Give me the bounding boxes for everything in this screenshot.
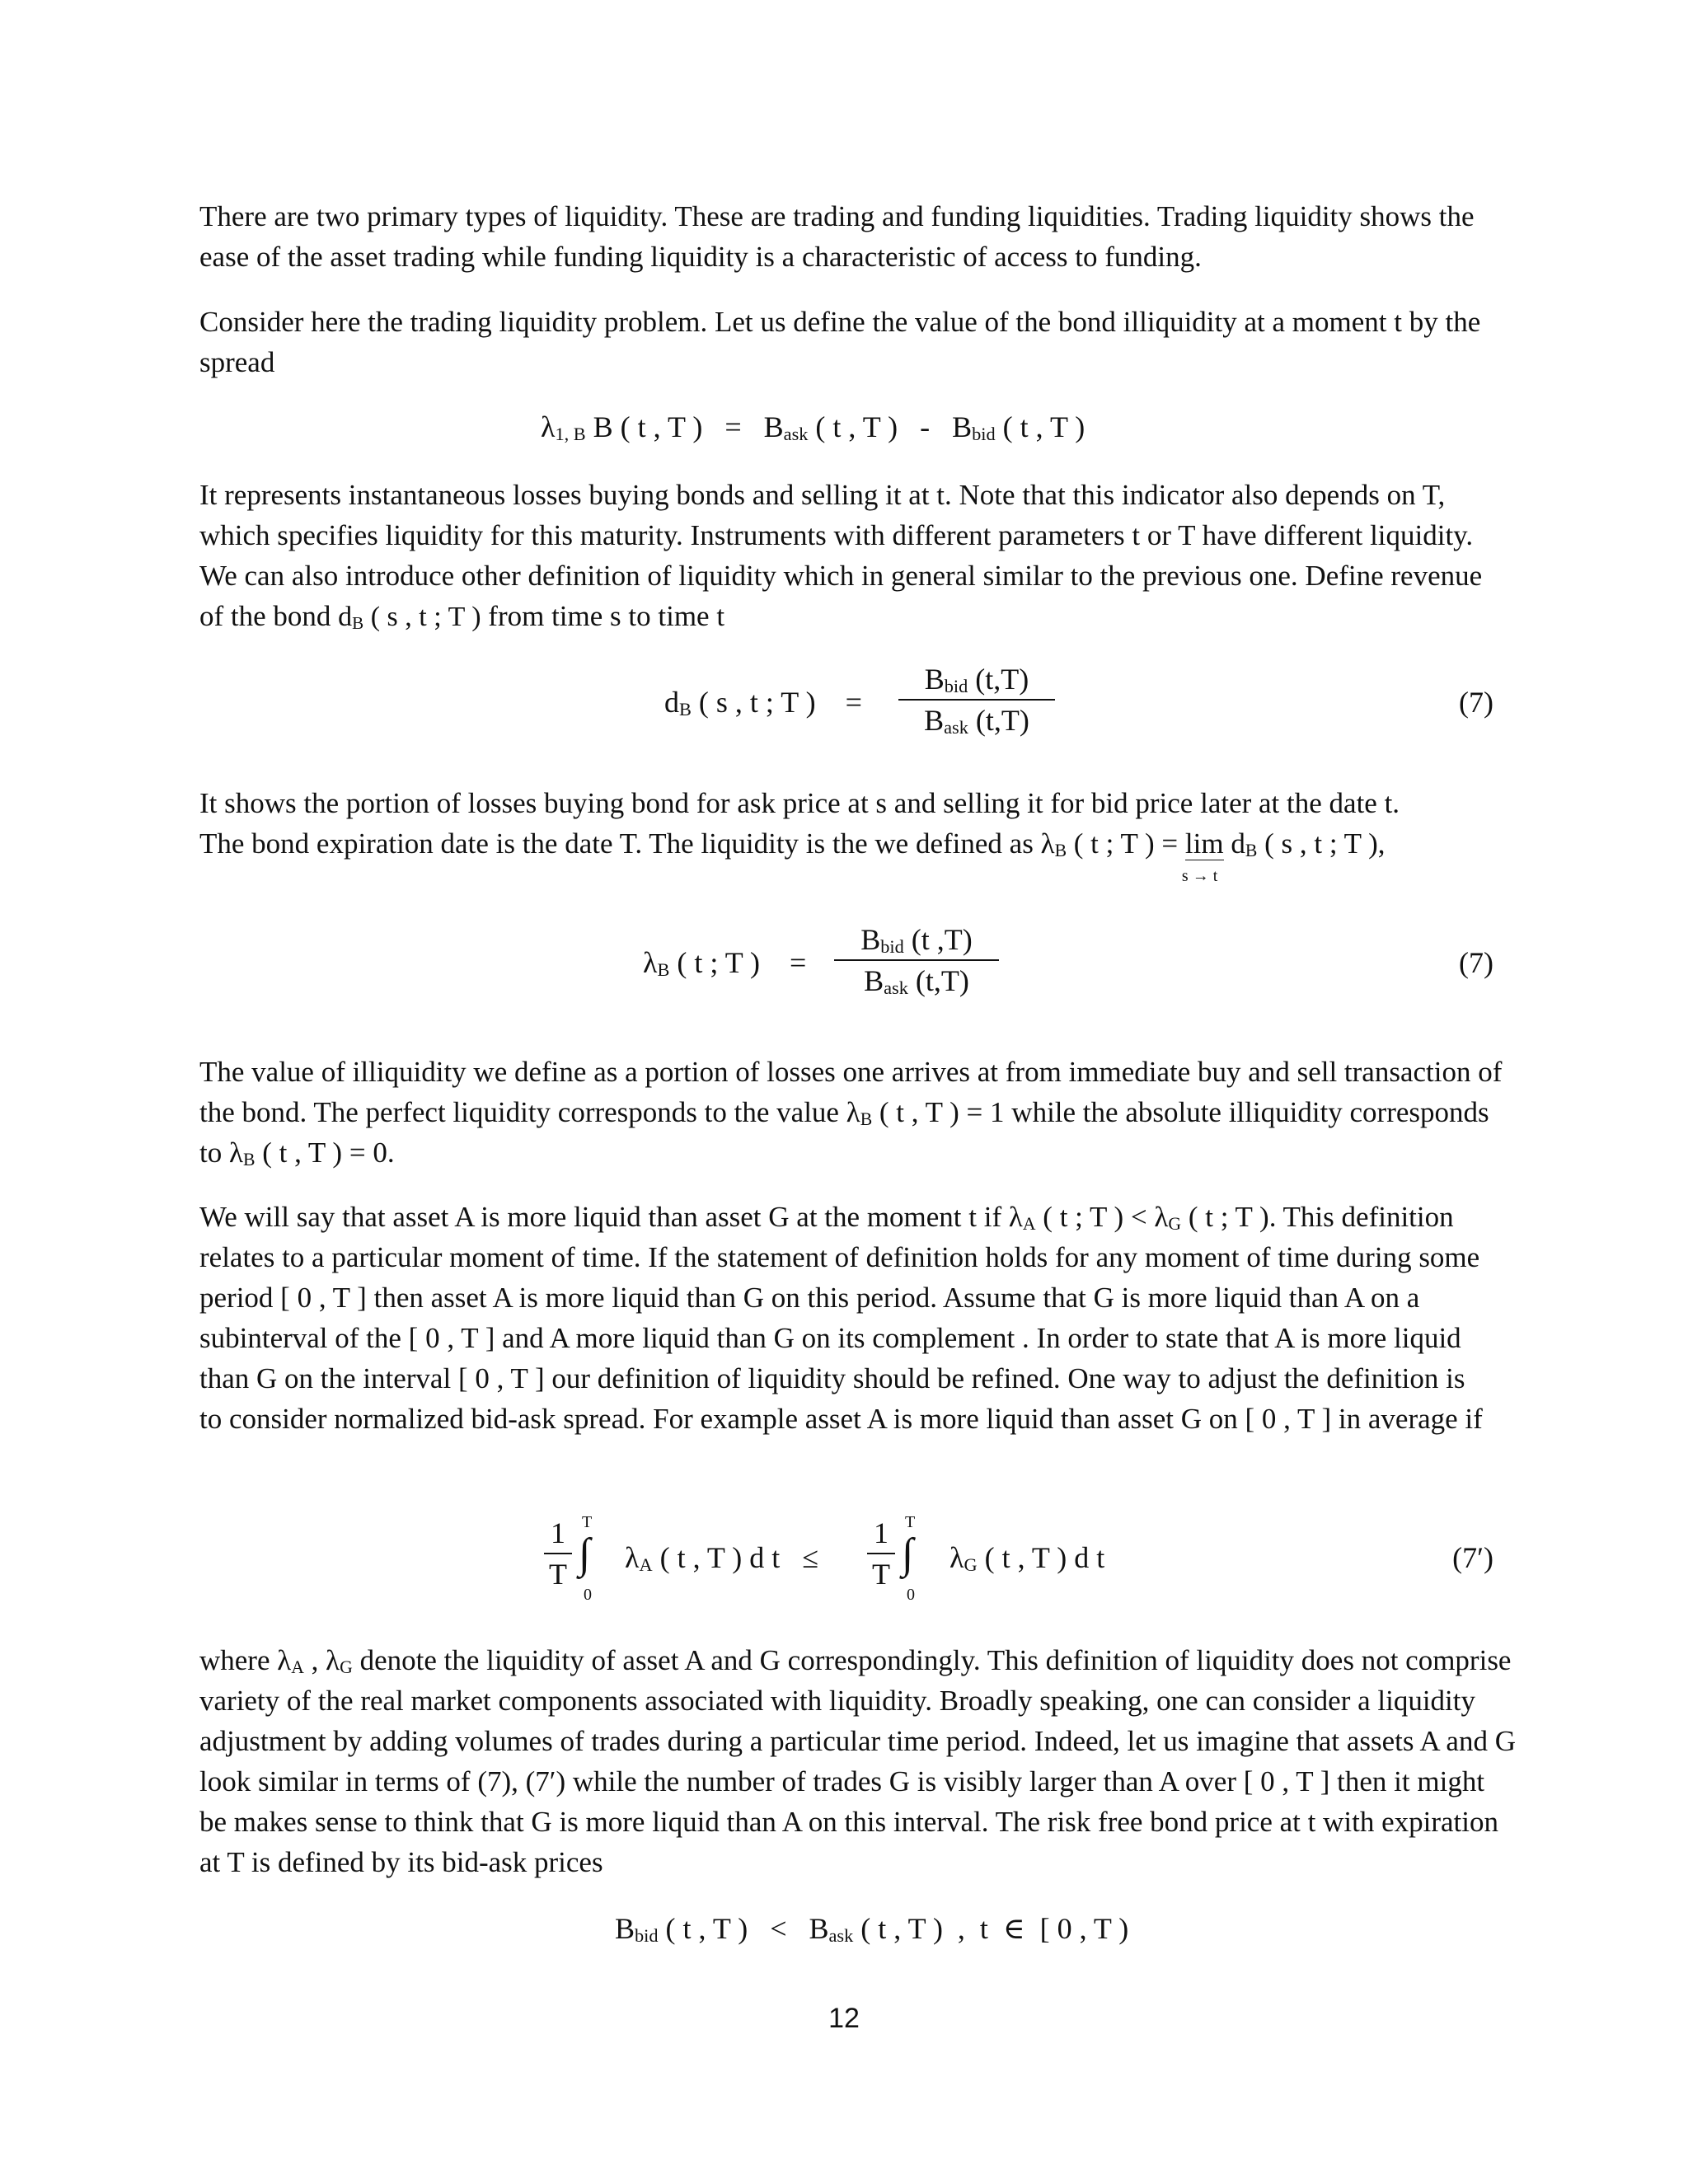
paragraph-trading-liquidity: Consider here the trading liquidity problem. Let us define the value of the bond illiquidity at a moment t by the spread xyxy=(199,306,1481,378)
paragraph-where-liquidity: where $\lambda_A$ , $\lambda_G$ denote the liquidity of asset A and G correspondingly. This definition of liquidity does not comprise variety of the real market components associated with liquidity. Broadly speaking, one can consider a liquidity adjustment by adding volumes of trades during a particular time period. Indeed, let us imagine that assets A and G look similar in terms of (7), (7′) while the number of trades G is visibly larger than A over [ 0 , T ] then it might be makes sense to think that G is more liquid than A on this interval. The risk free bond price at t with expiration at T is defined by its bid-ask prices xyxy=(199,1644,1516,1878)
inline-liquidity-comparison: $\lambda_A$ ( t ; T ) < $\lambda_G$ ( t ; T ) xyxy=(1008,1201,1269,1234)
paragraph-portion-losses: It shows the portion of losses buying bond for ask price at s and selling it for bid price later at the date t. The bond expiration date is the date T. The liquidity is the we defined as $\lambda_B$ ( t ; T ) = lim s → t $d_B$ ( s , t ; T ), xyxy=(199,787,1400,885)
integral-sign-b: ∫ xyxy=(902,1530,914,1577)
inline-absolute-illiquidity: $\lambda_B$ ( t , T ) = 0. xyxy=(228,1137,395,1169)
equation-number-7a: (7) xyxy=(1459,686,1493,719)
integral-upper-a: T xyxy=(582,1513,593,1531)
paragraph-instantaneous-losses: It represents instantaneous losses buying bonds and selling it at t. Note that this indicator also depends on T, which specifies liquidity for this maturity. Instruments with different parameters t or T have different liquidity. We can also introduce other definition of liquidity which in general similar to the previous one. Define revenue of the bond $d_B$ ( s , t ; T ) from time s to time t xyxy=(199,479,1483,633)
integral-upper-b: T xyxy=(905,1513,916,1531)
integral-sign-a: ∫ xyxy=(579,1530,591,1577)
integral-lower-a: 0 xyxy=(584,1586,592,1604)
integral-lower-b: 0 xyxy=(907,1586,915,1604)
inline-lambda-AG: $\lambda_A$ , $\lambda_G$ xyxy=(277,1644,353,1677)
page-number: 12 xyxy=(828,2003,860,2034)
paragraph-more-liquid: We will say that asset A is more liquid than asset G at the moment t if $\lambda_A$ ( t ; T ) < $\lambda_G$ ( t ; T ). This definition relates to a particular moment of time. If the statement of definition holds for any moment of time during some period [ 0 , T ] then asset A is more liquid than G on this period. Assume that G is more liquid than A on a subinterval of the [ 0 , T ] and A more liquid than G on its complement . In order to state that A is more liquid than G on the interval [ 0 , T ] our definition of liquidity should be refined. One way to adjust the definition is to consider normalized bid-ask spread. For example asset A is more liquid than asset G on [ 0 , T ] in average if xyxy=(199,1201,1483,1435)
inline-liquidity-limit: $\lambda_B$ ( t ; T ) = lim s → t $d_B$ ( s , t ; T ), xyxy=(1040,827,1386,885)
fraction-one-over-T-b: 1 T xyxy=(867,1515,895,1592)
paragraph-illiquidity-value: The value of illiquidity we define as a portion of losses one arrives at from immediate buy and sell transaction of the bond. The perfect liquidity corresponds to the value $\lambda_B$ ( t , T ) = 1 while the absolute illiquidity corresponds to $\lambda_B$ ( t , T ) = 0. xyxy=(199,1056,1503,1169)
paragraph-liquidity-types: There are two primary types of liquidity. These are trading and funding liquidities. Trading liquidity shows the ease of the asset trading while funding liquidity is a characteristic of access to funding. xyxy=(199,200,1475,273)
fraction-one-over-T-a: 1 T xyxy=(544,1515,572,1592)
equation-number-7b: (7) xyxy=(1459,946,1493,979)
equation-bid-ask: $B_{bid}$ ( t , T ) < $B_{ask}$ ( t , T ) , t ∈ [ 0 , T ) xyxy=(615,1912,1129,1947)
inline-revenue-symbol: $d_B$ ( s , t ; T ) xyxy=(338,602,481,633)
equation-spread: $\lambda_{1, B}$ B ( t , T ) = $B_{ask}$ ( t , T ) - $B_{bid}$ ( t , T ) xyxy=(541,410,1085,445)
integrand-b: $\lambda_G$ ( t , T ) d t xyxy=(950,1541,1105,1576)
equation-liquidity-lhs: $\lambda_B$ ( t ; T ) = xyxy=(643,946,807,981)
equation-revenue-fraction: $B_{bid}$ (t,T) $B_{ask}$ (t,T) xyxy=(898,661,1055,738)
inline-perfect-liquidity: $\lambda_B$ ( t , T ) = 1 xyxy=(846,1096,1005,1129)
equation-revenue-lhs: $d_B$ ( s , t ; T ) = xyxy=(664,686,862,720)
integrand-a: $\lambda_A$ ( t , T ) d t ≤ xyxy=(625,1541,819,1576)
equation-number-7prime: (7′) xyxy=(1452,1541,1493,1574)
equation-liquidity-fraction: $B_{bid}$ (t ,T) $B_{ask}$ (t,T) xyxy=(834,921,999,999)
